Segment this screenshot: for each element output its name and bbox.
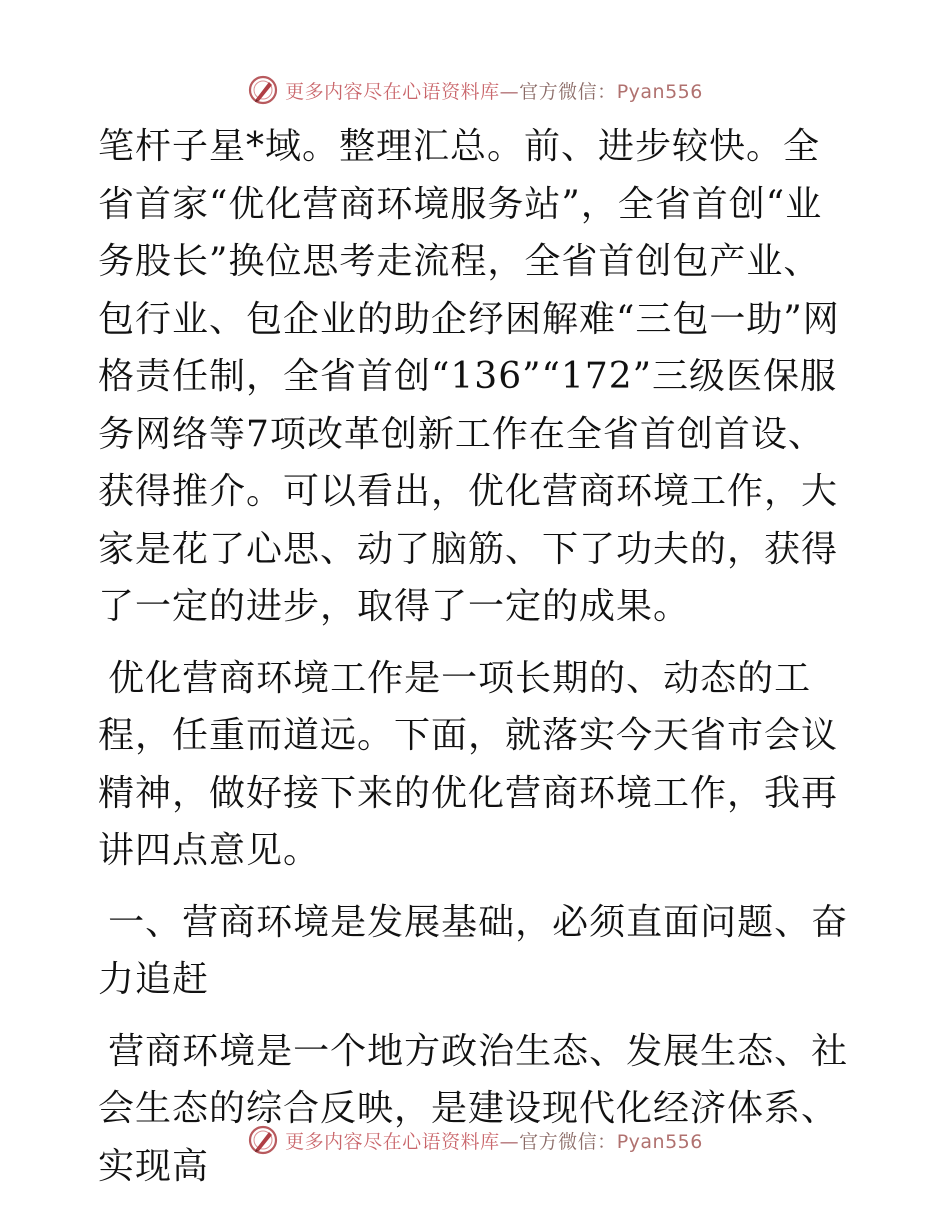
pen-circle-logo-icon [247, 1124, 279, 1156]
footer-watermark-banner [0, 1120, 950, 1160]
document-body [98, 118, 850, 1195]
header-watermark-banner [0, 70, 950, 110]
paragraph-1: 笔杆子星*域。整理汇总。前、进步较快。全省首家“优化营商环境服务站”，全省首创“业务股长”换位思考走流程，全省首创包产业、包行业、包企业的助企纾困解难“三包一助”网格责任制，全省首创“136”“172”三级医保服务网络等7项改革创新工作在全省首创首设、获得推介。可以看出，优化营商环境工作，大家是花了心思、动了脑筋、下了功夫的，获得了一定的进步，取得了一定的成果。 [98, 126, 840, 627]
watermark-text: 更多内容尽在心语资料库—官方微信：Pyan556 [285, 1130, 703, 1153]
section-heading-1: 一、营商环境是发展基础，必须直面问题、奋力追赶 [98, 901, 849, 1000]
pen-circle-logo-icon [247, 74, 279, 106]
paragraph-2: 优化营商环境工作是一项长期的、动态的工程，任重而道远。下面，就落实今天省市会议精神，做好接下来的优化营商环境工作，我再讲四点意见。 [98, 657, 839, 871]
paragraph-3: 营商环境是一个地方政治生态、发展生态、社会生态的综合反映，是建设现代化经济体系、实现高 [98, 1030, 849, 1187]
wechat-id: Pyan556 [616, 80, 703, 103]
wechat-id: Pyan556 [616, 1130, 703, 1153]
watermark-text: 更多内容尽在心语资料库—官方微信：Pyan556 [285, 80, 703, 103]
